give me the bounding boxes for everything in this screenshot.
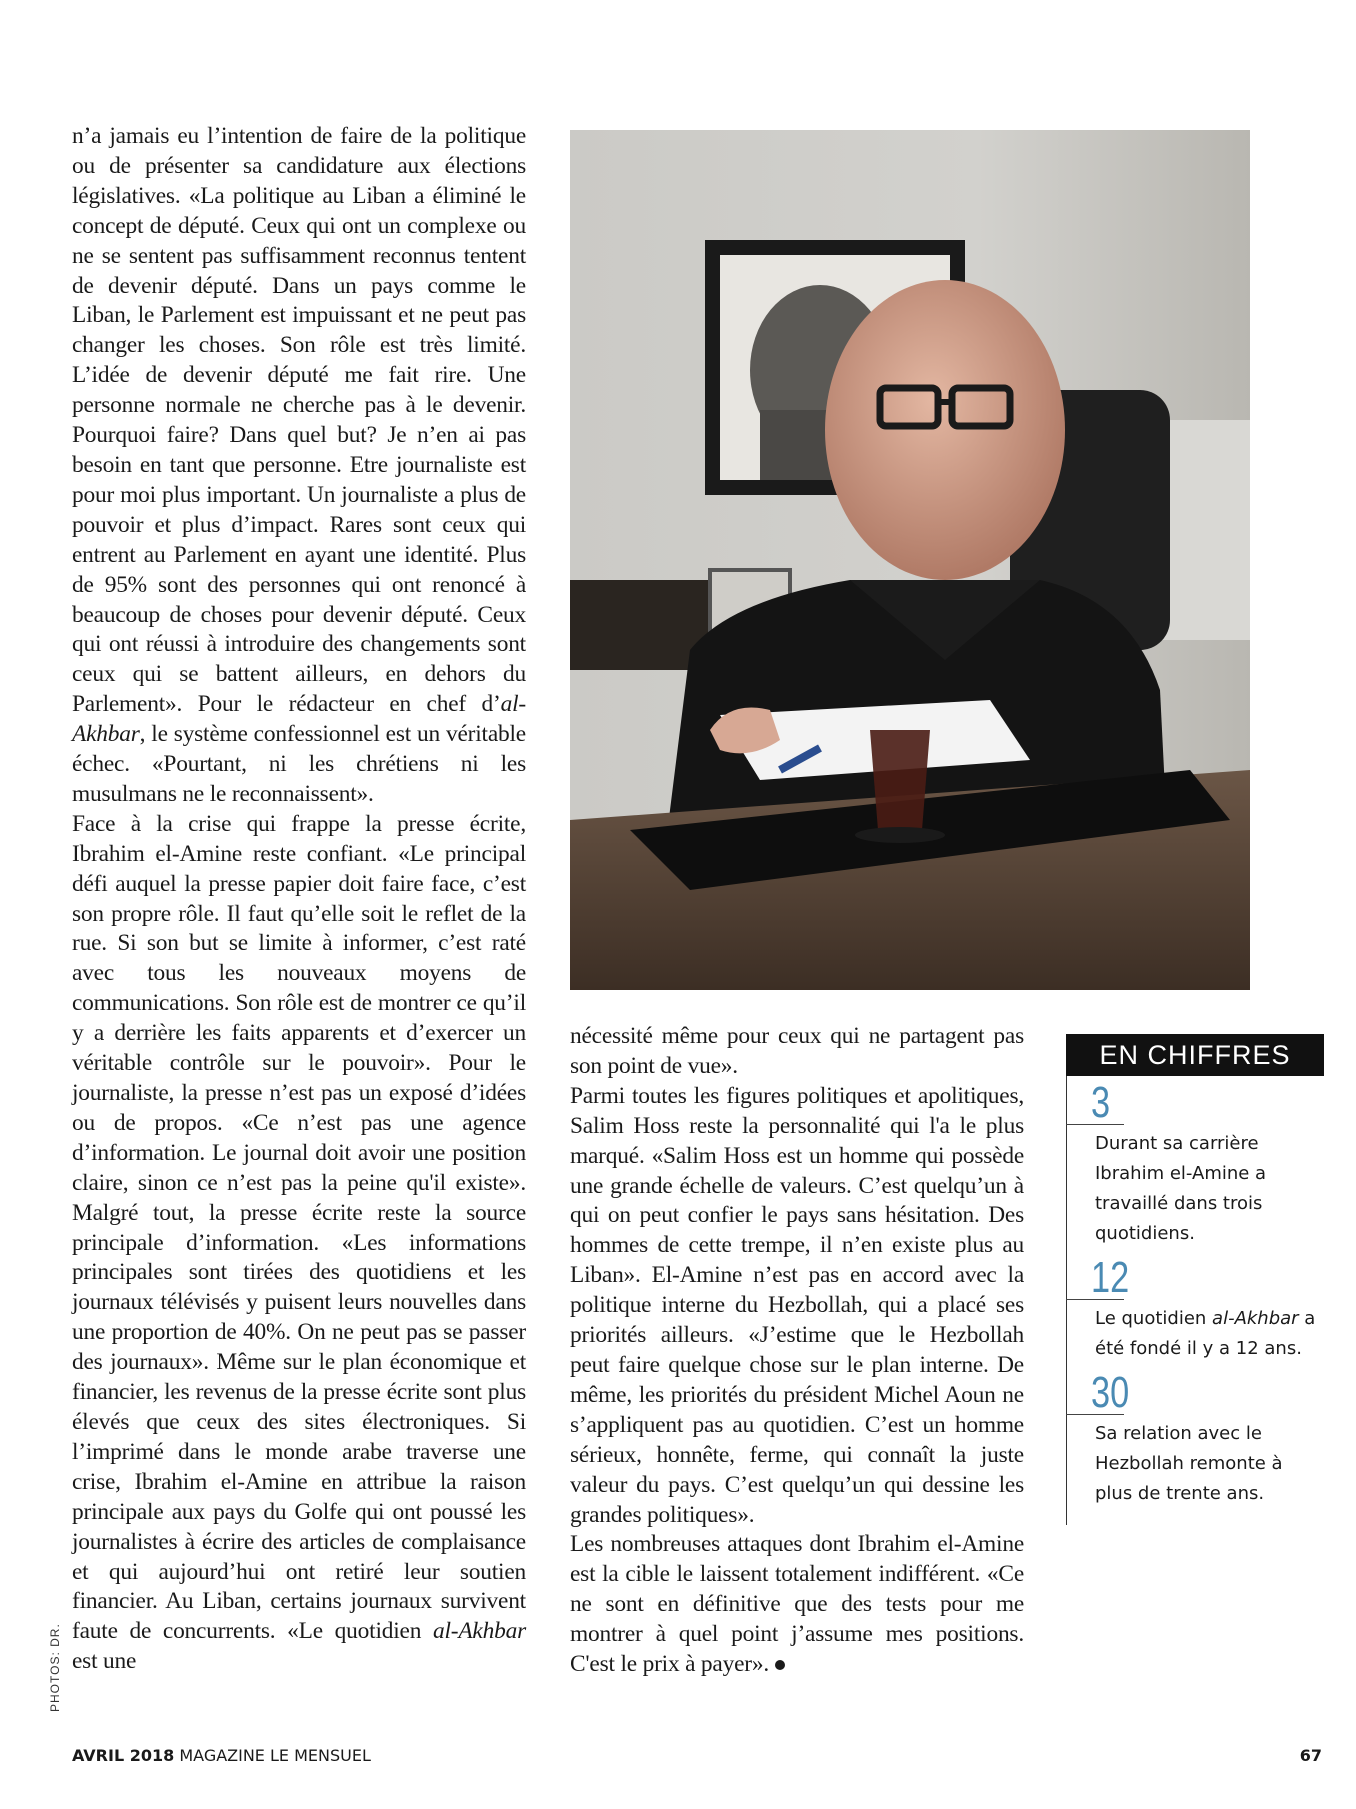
text-run: a été fondé il y a 12 ans. bbox=[1095, 1308, 1316, 1359]
fact-text bbox=[1095, 1129, 1324, 1249]
fact-item bbox=[1091, 1078, 1324, 1249]
page-number: 67 bbox=[1299, 1746, 1322, 1765]
sidebar-body bbox=[1066, 1076, 1324, 1525]
text-run: Le quotidien bbox=[1095, 1308, 1213, 1329]
publication-name: al-Akhbar bbox=[72, 691, 526, 748]
issue-date: AVRIL 2018 bbox=[72, 1746, 175, 1765]
paragraph bbox=[72, 810, 526, 1677]
text-run: n’a jamais eu l’intention de faire de la politique ou de présenter sa candidature aux élections législatives. «La politique au Liban a éliminé le concept de député. Ceux qui ont un complexe ou ne se sentent pas suffisamment reconnus tentent de devenir député. Dans un pays comme le Liban, le Parlement est impuissant et ne peut pas changer les choses. Son rôle est très limité. L’idée de devenir député me fait rire. Une personne normale ne cherche pas à le devenir. Pourquoi faire? Dans quel but? Je n’en ai pas besoin en tant que personne. Etre journaliste est pour moi plus important. Un journaliste a plus de pouvoir et plus d’impact. Rares sont ceux qui entrent au Parlement en ayant une identité. Plus de 95% sont des personnes qui ont renoncé à beaucoup de choses pour devenir député. Ceux qui ont réussi à introduire des changements sont ceux qui se battent ailleurs, en dehors du Parlement». Pour le rédacteur en chef d’ bbox=[72, 123, 526, 718]
fact-item bbox=[1091, 1368, 1324, 1509]
fact-number: 30 bbox=[1091, 1368, 1130, 1417]
fact-number: 3 bbox=[1091, 1078, 1111, 1127]
publication-name: al-Akhbar bbox=[1212, 1308, 1299, 1329]
footer-issue bbox=[72, 1746, 371, 1765]
paragraph: Parmi toutes les figures politiques et apolitiques, Salim Hoss reste la personnalité qui l'a le plus marqué. «Salim Hoss est un homme qui possède une grande échelle de valeurs. C’est quelqu’un à qui on peut confier le pays sans hésitation. Des hommes de cette trempe, il n’en existe plus au Liban». El-Amine n’est pas en accord avec la politique interne du Hezbollah, qui a placé ses priorités ailleurs. «J’estime que le Hezbollah peut faire quelque chose sur le plan interne. De même, les priorités du président Michel Aoun ne s’appliquent pas au quotidien. C’est un homme sérieux, honnête, ferme, qui connaît la juste valeur du pays. C’est quelqu’un qui dessine les grandes politiques». bbox=[570, 1082, 1024, 1528]
end-of-article-icon bbox=[775, 1660, 785, 1670]
text-run: est une bbox=[72, 1648, 137, 1675]
text-run: , le système confessionnel est un véritable échec. «Pourtant, ni les chrétiens ni les musulmans ne le reconnaissent». bbox=[72, 721, 526, 807]
text-run: Face à la crise qui frappe la presse écrite, Ibrahim el-Amine reste confiant. «Le principal défi auquel la presse papier doit faire face, c’est son propre rôle. Il faut qu’elle soit le reflet de la rue. Si son but se limite à informer, c’est raté avec tous les nouveaux moyens de communications. Son rôle est de montrer ce qu’il y a derrière les faits apparents et d’exercer un véritable contrôle sur le pouvoir». Pour le journaliste, la presse n’est pas un exposé d’idées ou de propos. «Ce n’est pas une agence d’information. Le journal doit avoir une position claire, sinon ce n’est pas la peine qu'il existe». Malgré tout, la presse écrite reste la source principale d’information. «Les informations principales sont tirées des quotidiens et les journaux télévisés y puisent leurs nouvelles dans une proportion de 40%. On ne peut pas se passer des journaux». Même sur le plan économique et financier, les revenus de la presse écrite sont plus élevés que ceux des sites électroniques. Si l’imprimé dans le monde arabe traverse une crise, Ibrahim el-Amine en attribue la raison principale aux pays du Golfe qui ont poussé les journalistes à écrire des articles de complaisance et qui aujourd’hui ont retiré leur soutien financier. Au Liban, certains journaux survivent faute de concurrents. «Le quotidien bbox=[72, 810, 526, 1645]
text-run: Durant sa carrière Ibrahim el-Amine a travaillé dans trois quotidiens. bbox=[1095, 1133, 1267, 1244]
fact-text bbox=[1095, 1419, 1324, 1509]
article-column-left bbox=[72, 122, 526, 1677]
paragraph: nécessité même pour ceux qui ne partagent pas son point de vue». bbox=[570, 1023, 1024, 1079]
fact-number: 12 bbox=[1091, 1253, 1130, 1302]
paragraph bbox=[570, 1530, 1024, 1680]
text-run: Sa relation avec le Hezbollah remonte à plus de trente ans. bbox=[1095, 1423, 1283, 1504]
paragraph bbox=[72, 122, 526, 810]
article-column-middle bbox=[570, 1022, 1024, 1680]
portrait-photo bbox=[570, 130, 1250, 990]
photo-credit: PHOTOS: DR. bbox=[48, 1623, 62, 1712]
publication-name: al-Akhbar bbox=[432, 1618, 526, 1645]
sidebar-title: EN CHIFFRES bbox=[1066, 1034, 1324, 1076]
text-run: Les nombreuses attaques dont Ibrahim el-Amine est la cible le laissent totalement indifférent. «Ce ne sont en définitive que des tests pour me montrer à quel point j’assume mes positions. C'est le prix à payer». bbox=[570, 1531, 1024, 1678]
facts-sidebar bbox=[1066, 1034, 1324, 1525]
fact-item bbox=[1091, 1253, 1324, 1364]
fact-text bbox=[1095, 1304, 1324, 1364]
magazine-name: MAGAZINE LE MENSUEL bbox=[179, 1746, 371, 1765]
portrait-illustration bbox=[570, 130, 1250, 990]
